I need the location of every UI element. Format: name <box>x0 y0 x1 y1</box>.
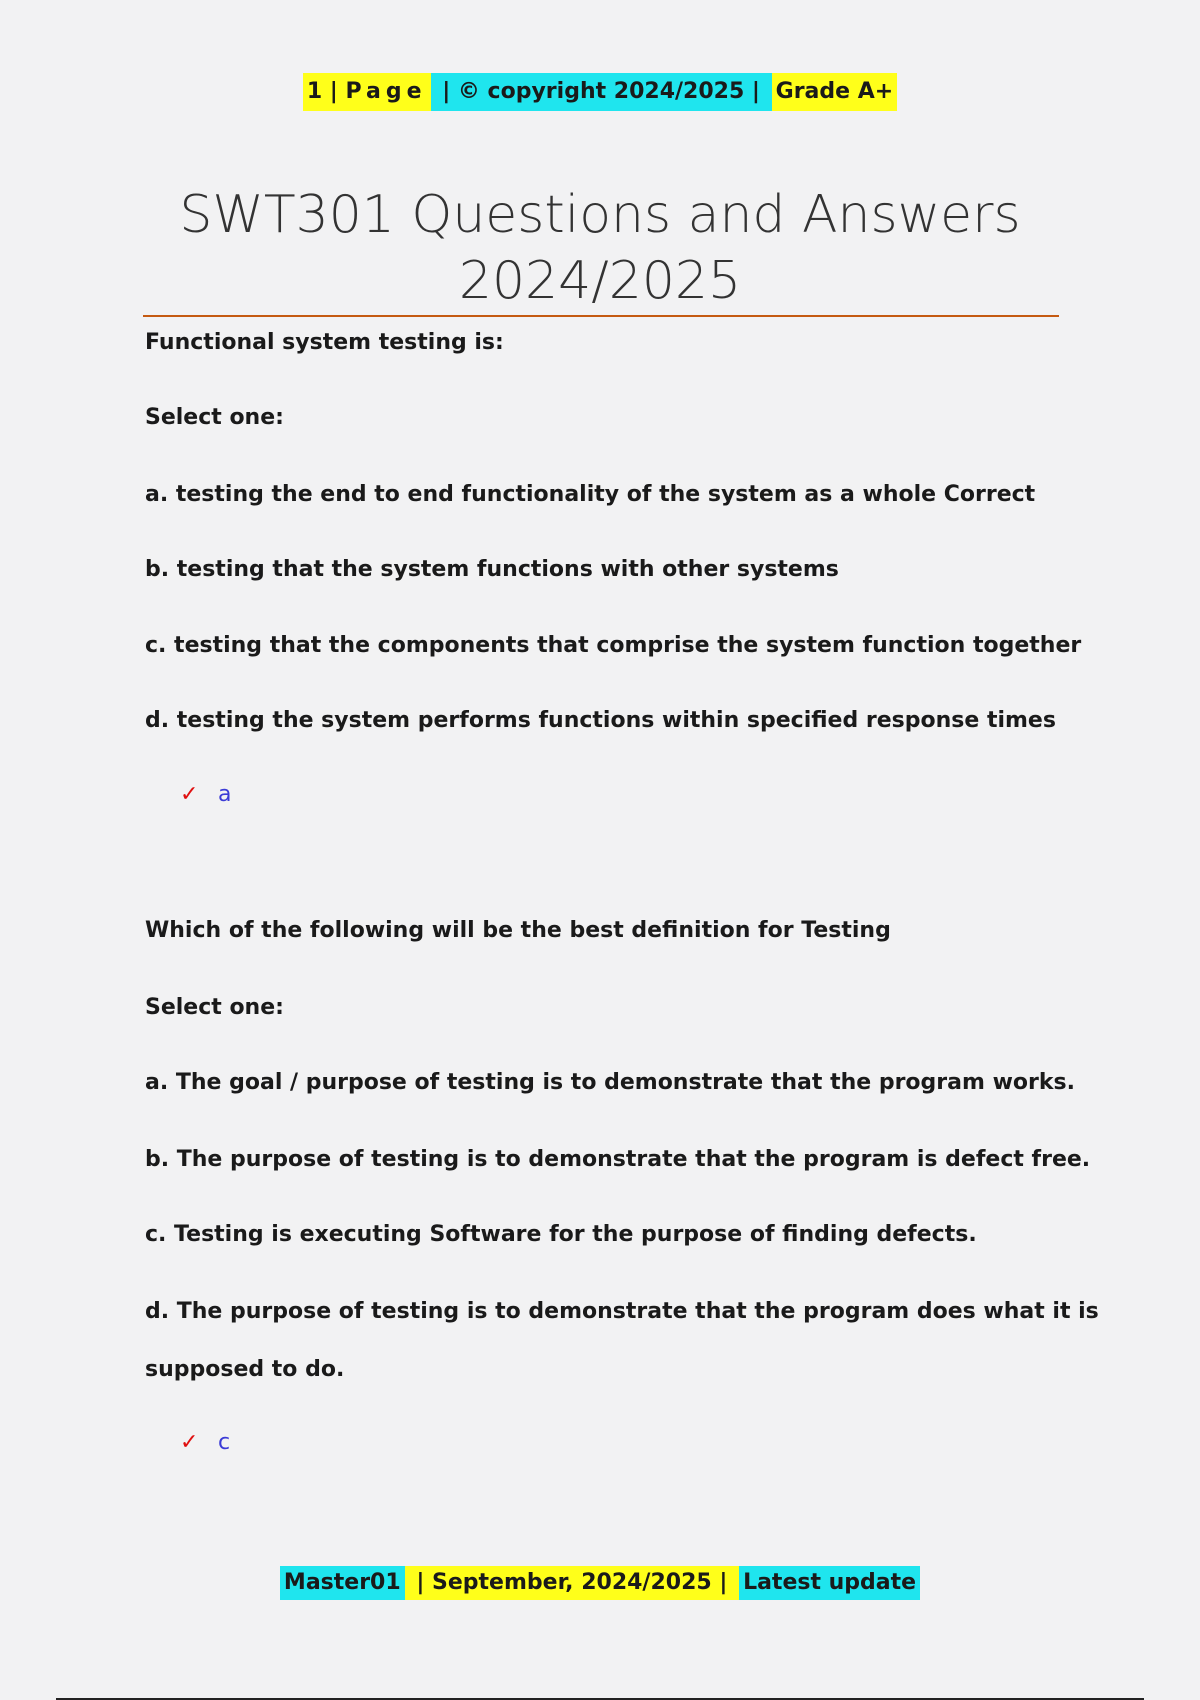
question-2-option-d: d. The purpose of testing is to demonstrate that the program does what it is <box>145 1299 1099 1324</box>
question-1-select-label: Select one: <box>145 405 284 430</box>
question-2-select-label: Select one: <box>145 995 284 1020</box>
title-line-2: 2024/2025 <box>458 251 742 311</box>
question-2-prompt: Which of the following will be the best definition for Testing <box>145 918 891 943</box>
header-grade: Grade A+ <box>772 73 898 111</box>
check-icon: ✓ <box>180 1430 199 1455</box>
question-2-option-d-continued: supposed to do. <box>145 1357 345 1382</box>
check-icon: ✓ <box>180 782 199 807</box>
question-1-option-a: a. testing the end to end functionality of the system as a whole Correct <box>145 482 1036 507</box>
question-2-option-c: c. Testing is executing Software for the purpose of finding defects. <box>145 1222 977 1247</box>
header-page-label <box>303 73 431 111</box>
question-1-option-b: b. testing that the system functions with other systems <box>145 557 839 582</box>
title-line-1: SWT301 Questions and Answers <box>179 185 1021 245</box>
question-2-answer <box>180 1428 230 1458</box>
page-number: 1 <box>306 79 323 104</box>
question-2-option-a: a. The goal / purpose of testing is to demonstrate that the program works. <box>145 1070 1075 1095</box>
question-2-option-b: b. The purpose of testing is to demonstrate that the program is defect free. <box>145 1147 1091 1172</box>
page-word: Page <box>345 79 427 104</box>
footer-update: Latest update <box>739 1566 920 1600</box>
question-1-answer-letter: a <box>218 782 232 807</box>
header-copyright: | © copyright 2024/2025 | <box>431 73 772 111</box>
page-header <box>0 73 1200 111</box>
page-footer <box>0 1566 1200 1600</box>
question-1-option-d: d. testing the system performs functions within specified response times <box>145 708 1056 733</box>
question-1-option-c: c. testing that the components that comprise the system function together <box>145 633 1082 658</box>
document-title <box>0 182 1200 314</box>
footer-author: Master01 <box>280 1566 405 1600</box>
footer-date: | September, 2024/2025 | <box>405 1566 739 1600</box>
question-1-prompt: Functional system testing is: <box>145 330 504 355</box>
title-divider <box>143 315 1059 317</box>
question-1-answer <box>180 780 231 810</box>
header-separator: | <box>322 79 346 104</box>
question-2-answer-letter: c <box>218 1430 231 1455</box>
